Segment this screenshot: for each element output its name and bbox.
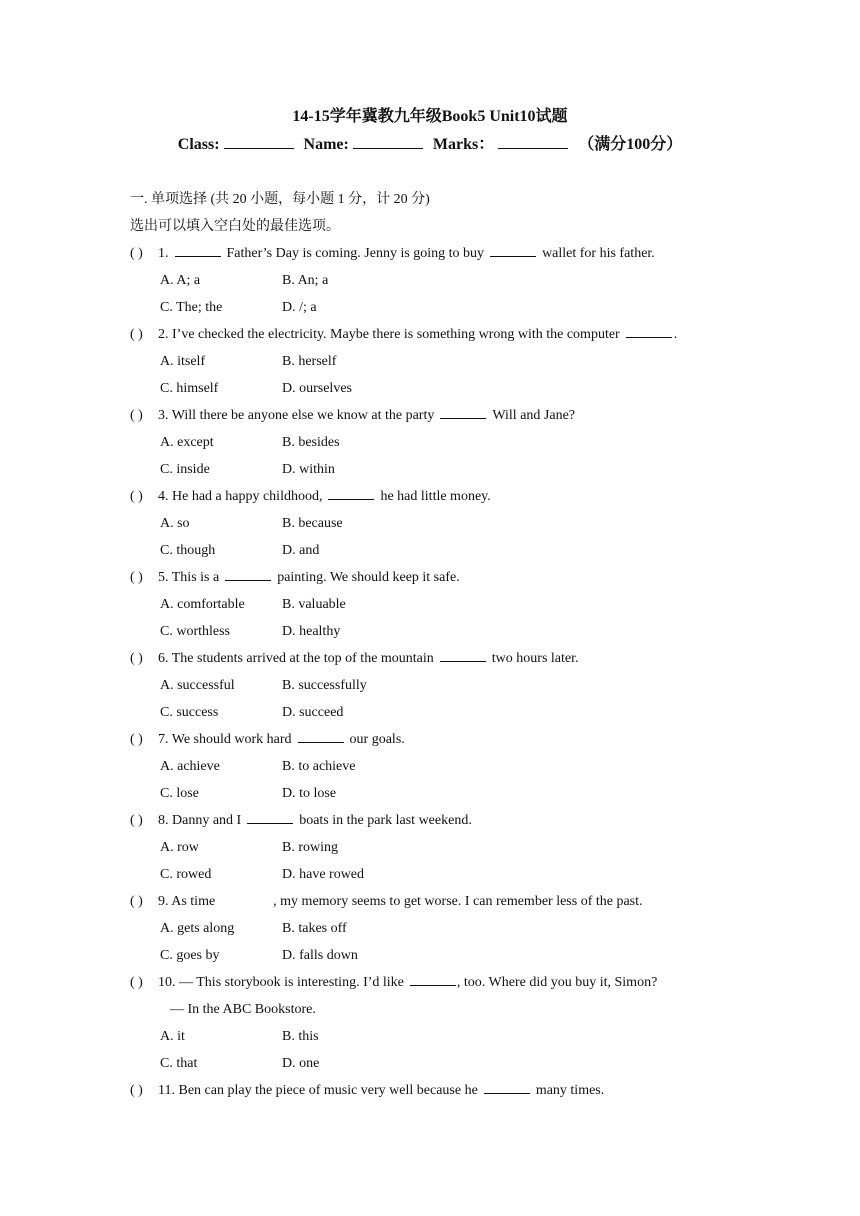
options-row [130,942,750,969]
question-3: ( ) 3. Will there be anyone else we know at the party Will and Jane? [130,402,750,429]
question-10-response: — In the ABC Bookstore. [170,1002,316,1017]
option-d: D. have rowed [282,867,365,882]
option-c: C. goes by [160,948,220,963]
blank-line [247,811,293,824]
option-b: B. besides [282,435,340,450]
option-b: B. takes off [282,921,347,936]
options-row [130,672,750,699]
answer-bracket[interactable]: ( ) [130,813,143,828]
question-9: ( ) 9. As time , my memory seems to get worse. I can remember less of the past. [130,888,750,915]
option-a: A. itself [160,354,206,369]
question-5: ( ) 5. This is a painting. We should keep it safe. [130,564,750,591]
option-a: A. successful [160,678,235,693]
blank-line [298,730,344,743]
page-title: 14-15学年冀教九年级Book5 Unit10试题 [292,108,568,125]
option-c: C. worthless [160,624,230,639]
option-c: C. lose [160,786,199,801]
option-b: B. successfully [282,678,367,693]
option-d: D. falls down [282,948,358,963]
full-score-note: （满分100分） [578,136,683,153]
answer-bracket[interactable]: ( ) [130,246,143,261]
option-d: D. and [282,543,320,558]
option-d: D. healthy [282,624,341,639]
options-row [130,1050,750,1077]
blank-line [490,244,536,257]
options-row [130,348,750,375]
option-c: C. that [160,1056,198,1071]
option-b: B. to achieve [282,759,356,774]
student-info-line [0,134,860,156]
options-row [130,861,750,888]
option-c: C. The; the [160,300,223,315]
option-a: A. except [160,435,214,450]
options-row [130,456,750,483]
answer-bracket[interactable]: ( ) [130,651,143,666]
option-d: D. ourselves [282,381,352,396]
options-row [130,834,750,861]
answer-bracket[interactable]: ( ) [130,408,143,423]
question-section [130,186,750,1104]
marks-blank[interactable] [498,134,568,149]
option-d: D. /; a [282,300,317,315]
options-row [130,375,750,402]
options-row [130,780,750,807]
question-6: ( ) 6. The students arrived at the top of the mountain two hours later. [130,645,750,672]
options-row [130,1023,750,1050]
option-b: B. herself [282,354,337,369]
options-row [130,753,750,780]
blank-line [328,487,374,500]
section-instruction: 选出可以填入空白处的最佳选项。 [130,219,340,234]
answer-bracket[interactable]: ( ) [130,894,143,909]
option-c: C. inside [160,462,210,477]
blank-line [440,649,486,662]
blank-line [175,244,221,257]
blank-line [626,325,672,338]
option-a: A. it [160,1029,185,1044]
name-blank[interactable] [353,134,423,149]
option-b: B. valuable [282,597,346,612]
section-heading: 一. 单项选择 (共 20 小题，每小题 1 分，计 20 分) [130,192,430,207]
answer-bracket[interactable]: ( ) [130,975,143,990]
option-d: D. within [282,462,335,477]
options-row [130,510,750,537]
class-blank[interactable] [224,134,294,149]
option-a: A. comfortable [160,597,245,612]
option-b: B. because [282,516,343,531]
blank-line [440,406,486,419]
option-a: A. A; a [160,273,201,288]
question-11: ( ) 11. Ben can play the piece of music very well because he many times. [130,1077,750,1104]
options-row [130,537,750,564]
option-b: B. rowing [282,840,338,855]
option-a: A. gets along [160,921,235,936]
option-a: A. achieve [160,759,220,774]
option-a: A. row [160,840,199,855]
name-label: Name: [303,136,349,153]
blank-line [484,1081,530,1094]
options-row [130,294,750,321]
question-1: ( ) 1. Father’s Day is coming. Jenny is going to buy wallet for his father. [130,240,750,267]
options-row [130,267,750,294]
option-b: B. An; a [282,273,329,288]
options-row [130,915,750,942]
options-row [130,618,750,645]
option-b: B. this [282,1029,319,1044]
options-row [130,699,750,726]
question-7: ( ) 7. We should work hard our goals. [130,726,750,753]
option-c: C. though [160,543,216,558]
answer-bracket[interactable]: ( ) [130,1083,143,1098]
question-4: ( ) 4. He had a happy childhood, he had little money. [130,483,750,510]
blank-line [225,568,271,581]
option-c: C. success [160,705,219,720]
question-10: ( ) 10. — This storybook is interesting. I’d like , too. Where did you buy it, Simon? [130,969,750,996]
class-label: Class: [177,136,220,153]
question-2: ( ) 2. I’ve checked the electricity. Maybe there is something wrong with the computer . [130,321,750,348]
answer-bracket[interactable]: ( ) [130,570,143,585]
options-row [130,591,750,618]
blank-line [410,973,456,986]
option-d: D. one [282,1056,320,1071]
answer-bracket[interactable]: ( ) [130,327,143,342]
option-c: C. rowed [160,867,212,882]
options-row [130,429,750,456]
marks-label: Marks： [432,136,495,153]
question-8: ( ) 8. Danny and I boats in the park last weekend. [130,807,750,834]
option-c: C. himself [160,381,219,396]
answer-bracket[interactable]: ( ) [130,489,143,504]
option-a: A. so [160,516,190,531]
option-d: D. succeed [282,705,344,720]
option-d: D. to lose [282,786,337,801]
answer-bracket[interactable]: ( ) [130,732,143,747]
